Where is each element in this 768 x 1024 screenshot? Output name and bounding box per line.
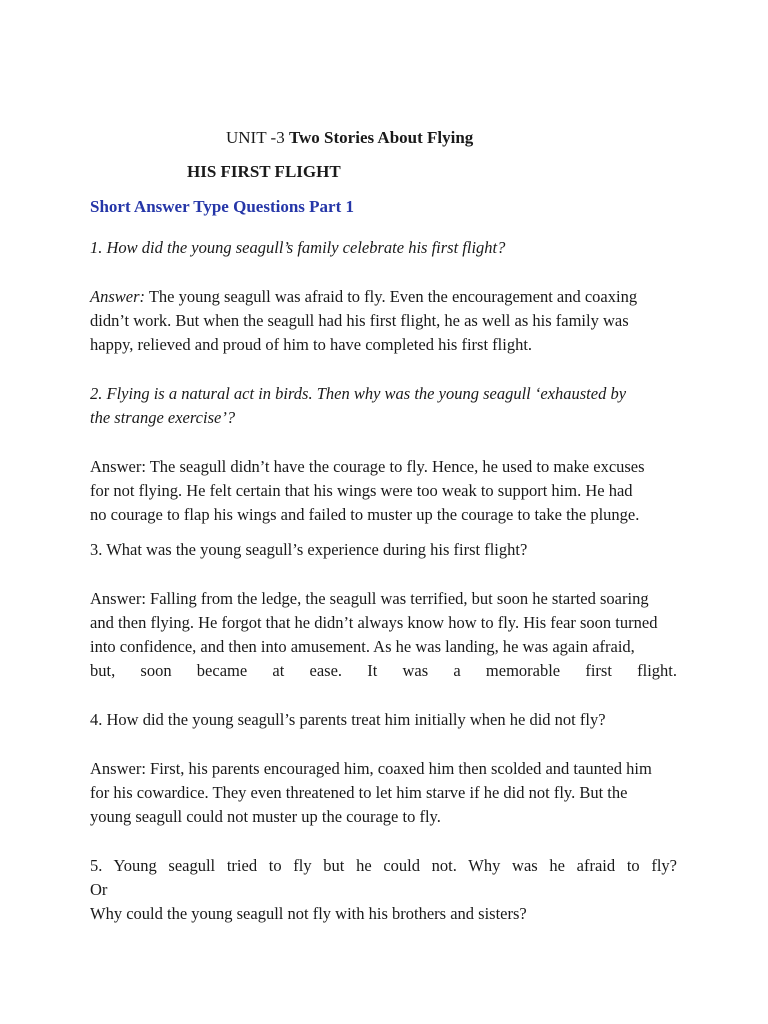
answer-4-line-1: Answer: First, his parents encouraged him, coaxed him then scolded and taunted him [90, 759, 652, 778]
unit-title [226, 128, 473, 148]
question-2-line-1: 2. Flying is a natural act in birds. Then why was the young seagull ‘exhausted by [90, 384, 627, 403]
question-1: 1. How did the young seagull’s family celebrate his first flight? [90, 238, 506, 257]
answer-1-line-1 [90, 286, 677, 308]
answer-2-line-2: for not flying. He felt certain that his wings were too weak to support him. He had [90, 481, 633, 500]
question-4: 4. How did the young seagull’s parents treat him initially when he did not fly? [90, 710, 606, 729]
answer-3-line-4: but, soon became at ease. It was a memorable first flight. [90, 661, 677, 680]
answer-4-line-2: for his cowardice. They even threatened to let him starve if he did not fly. But the [90, 783, 628, 802]
answer-label: Answer: [90, 287, 145, 306]
chapter-title: HIS FIRST FLIGHT [187, 162, 341, 181]
answer-2-line-1: Answer: The seagull didn’t have the courage to fly. Hence, he used to make excuses [90, 457, 645, 476]
question-3: 3. What was the young seagull’s experience during his first flight? [90, 540, 528, 559]
unit-name: Two Stories About Flying [288, 128, 474, 147]
question-2-line-2: the strange exercise’? [90, 408, 236, 427]
question-5-or: Or [90, 880, 108, 899]
answer-1-line-2: didn’t work. But when the seagull had his first flight, he as well as his family was [90, 311, 629, 330]
question-5-line-2: Why could the young seagull not fly with his brothers and sisters? [90, 904, 527, 923]
answer-3-line-2: and then flying. He forgot that he didn’t always know how to fly. His fear soon turned [90, 613, 658, 632]
answer-3-line-3: into confidence, and then into amusement. As he was landing, he was again afraid, [90, 637, 635, 656]
question-5-line-1: 5. Young seagull tried to fly but he could not. Why was he afraid to fly? [90, 856, 677, 875]
answer-1-line-3: happy, relieved and proud of him to have completed his first flight. [90, 335, 533, 354]
answer-3-line-1: Answer: Falling from the ledge, the seagull was terrified, but soon he started soaring [90, 589, 649, 608]
answer-2-line-3: no courage to flap his wings and failed to muster up the courage to take the plunge. [90, 505, 640, 524]
answer-4-line-3: young seagull could not muster up the courage to fly. [90, 807, 441, 826]
unit-prefix: UNIT -3 [226, 128, 289, 147]
answer-1-text: The young seagull was afraid to fly. Even the encouragement and coaxing [145, 287, 638, 306]
section-heading: Short Answer Type Questions Part 1 [90, 197, 354, 216]
